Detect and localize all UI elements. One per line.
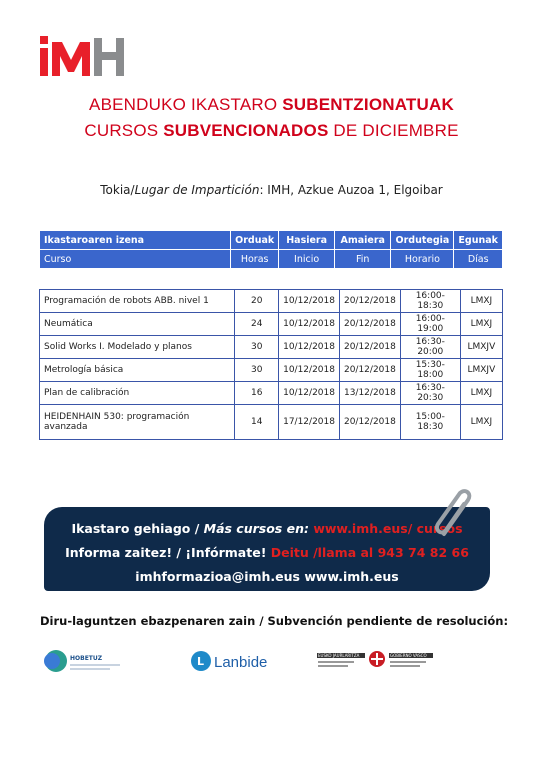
course-table bbox=[39, 289, 503, 440]
header-es-0: Curso bbox=[40, 250, 231, 269]
table-row bbox=[40, 313, 503, 336]
course-hours: 16 bbox=[235, 382, 279, 405]
course-end: 13/12/2018 bbox=[339, 382, 400, 405]
svg-text:GOBIERNO VASCO: GOBIERNO VASCO bbox=[390, 653, 427, 658]
courses-link[interactable]: www.imh.eus/ cursos bbox=[308, 521, 463, 536]
course-start: 10/12/2018 bbox=[279, 382, 340, 405]
course-schedule: 16:30-20:00 bbox=[400, 336, 460, 359]
header-es-3: Fin bbox=[335, 250, 391, 269]
course-name: Programación de robots ABB. nivel 1 bbox=[40, 290, 235, 313]
promo-contact-line: Informa zaitez! / ¡Infórmate! Deitu /llama al 943 74 82 66 bbox=[65, 545, 469, 560]
course-start: 10/12/2018 bbox=[279, 290, 340, 313]
course-days: LMXJV bbox=[460, 336, 502, 359]
course-start: 10/12/2018 bbox=[279, 359, 340, 382]
course-hours: 24 bbox=[235, 313, 279, 336]
table-row bbox=[40, 336, 503, 359]
course-hours: 30 bbox=[235, 336, 279, 359]
table-row bbox=[40, 382, 503, 405]
course-name: Metrología básica bbox=[40, 359, 235, 382]
course-schedule: 15:30-18:00 bbox=[400, 359, 460, 382]
svg-text:Lanbide: Lanbide bbox=[214, 654, 268, 671]
course-end: 20/12/2018 bbox=[339, 313, 400, 336]
header-eu-1: Orduak bbox=[231, 231, 279, 250]
header-es-5: Días bbox=[454, 250, 503, 269]
svg-text:EUSKO JAURLARITZA: EUSKO JAURLARITZA bbox=[318, 653, 360, 658]
course-end: 20/12/2018 bbox=[339, 336, 400, 359]
imh-logo bbox=[40, 34, 126, 78]
course-name: Plan de calibración bbox=[40, 382, 235, 405]
course-name: HEIDENHAIN 530: programación avanzada bbox=[40, 405, 235, 440]
promo-courses-line: Ikastaro gehiago / Más cursos en: www.imh.eus/ cursos bbox=[71, 521, 463, 536]
course-days: LMXJ bbox=[460, 382, 502, 405]
table-row bbox=[40, 359, 503, 382]
course-end: 20/12/2018 bbox=[339, 405, 400, 440]
course-schedule: 16:30-20:30 bbox=[400, 382, 460, 405]
course-start: 10/12/2018 bbox=[279, 313, 340, 336]
hobetuz-logo bbox=[44, 650, 120, 672]
headline-spanish: CURSOS SUBVENCIONADOS DE DICIEMBRE bbox=[84, 121, 459, 140]
course-days: LMXJ bbox=[460, 290, 502, 313]
table-row bbox=[40, 405, 503, 440]
sponsor-logos bbox=[0, 643, 543, 683]
location-line: Tokia/Lugar de Impartición: IMH, Azkue Auzoa 1, Elgoibar bbox=[100, 183, 443, 197]
header-eu-5: Egunak bbox=[454, 231, 503, 250]
table-row bbox=[40, 290, 503, 313]
course-name: Neumática bbox=[40, 313, 235, 336]
paperclip-icon bbox=[430, 486, 482, 542]
header-eu-0: Ikastaroaren izena bbox=[40, 231, 231, 250]
table-header bbox=[39, 230, 503, 269]
course-hours: 30 bbox=[235, 359, 279, 382]
course-hours: 14 bbox=[235, 405, 279, 440]
promo-email-web[interactable]: imhformazioa@imh.eus www.imh.eus bbox=[135, 569, 399, 584]
header-eu-4: Ordutegia bbox=[391, 231, 454, 250]
course-hours: 20 bbox=[235, 290, 279, 313]
course-name: Solid Works I. Modelado y planos bbox=[40, 336, 235, 359]
basque-government-logo bbox=[317, 651, 433, 667]
header-es-2: Inicio bbox=[279, 250, 335, 269]
header-es-1: Horas bbox=[231, 250, 279, 269]
course-days: LMXJV bbox=[460, 359, 502, 382]
course-end: 20/12/2018 bbox=[339, 290, 400, 313]
course-days: LMXJ bbox=[460, 405, 502, 440]
header-eu-2: Hasiera bbox=[279, 231, 335, 250]
course-schedule: 15:00-18:30 bbox=[400, 405, 460, 440]
course-days: LMXJ bbox=[460, 313, 502, 336]
lanbide-logo bbox=[191, 651, 267, 671]
svg-text:L: L bbox=[197, 655, 205, 668]
course-schedule: 16:00-18:30 bbox=[400, 290, 460, 313]
header-eu-3: Amaiera bbox=[335, 231, 391, 250]
course-start: 17/12/2018 bbox=[279, 405, 340, 440]
headline-basque: ABENDUKO IKASTARO SUBENTZIONATUAK bbox=[89, 95, 454, 114]
svg-text:HOBETUZ: HOBETUZ bbox=[70, 655, 103, 662]
course-schedule: 16:00-19:00 bbox=[400, 313, 460, 336]
phone-number[interactable]: Deitu /llama al 943 74 82 66 bbox=[270, 545, 469, 560]
course-end: 20/12/2018 bbox=[339, 359, 400, 382]
course-start: 10/12/2018 bbox=[279, 336, 340, 359]
more-courses-banner bbox=[44, 507, 490, 591]
pending-resolution-text: Diru-laguntzen ebazpenaren zain / Subvención pendiente de resolución: bbox=[40, 614, 509, 628]
header-es-4: Horario bbox=[391, 250, 454, 269]
